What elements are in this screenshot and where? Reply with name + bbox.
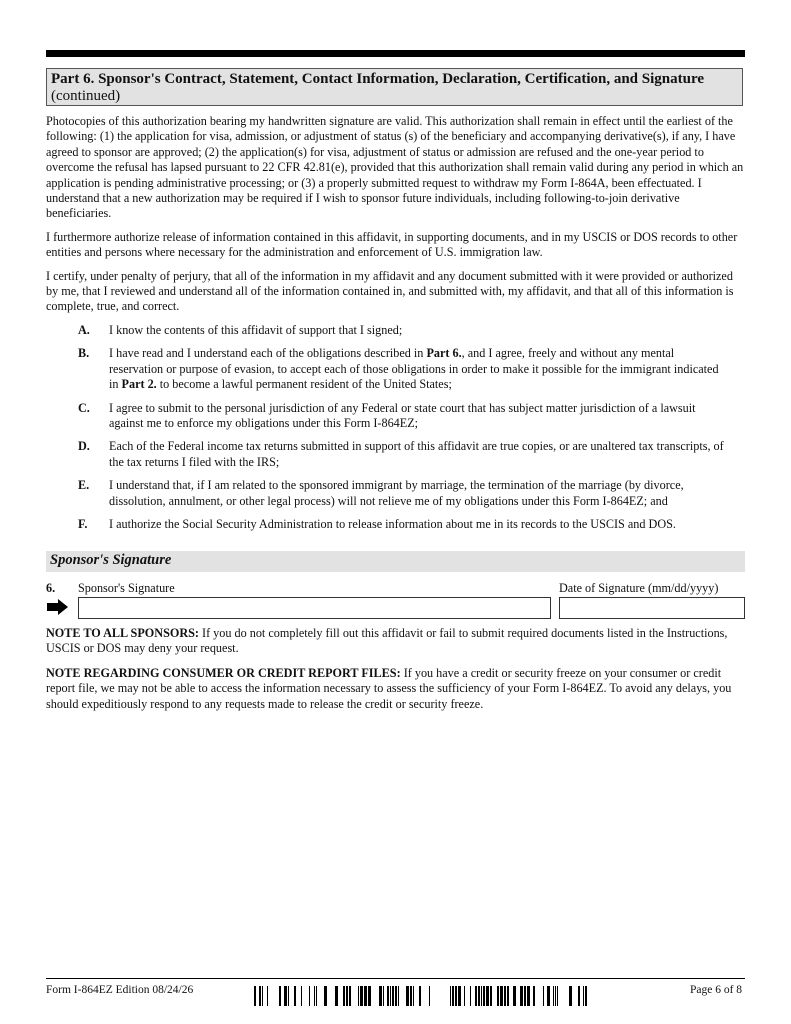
certify-paragraph: I certify, under penalty of perjury, that all of the information in my affidavit and any document submitted with it were provided or authorized by me, that I reviewed and understand all of the information contained in, and submitted with, my affidavit, and that all of this information is complete, true, and correct.: [46, 268, 734, 314]
list-item: [46, 323, 745, 338]
part-6-title: Part 6. Sponsor's Contract, Statement, Contact Information, Declaration, Certification, and Signature: [51, 71, 704, 87]
footer-rule: [46, 978, 745, 979]
item-b-text-1: I have read and I understand each of the obligations described in: [109, 346, 427, 361]
list-item: [46, 517, 745, 532]
note-to-sponsors: [46, 626, 745, 657]
item-text: I authorize the Social Security Administration to release information about me in its records to the USCIS and DOS.: [109, 516, 676, 531]
list-item: [46, 478, 745, 509]
certification-list: [46, 323, 745, 532]
item-letter: E.: [78, 478, 90, 493]
arrow-right-icon: [47, 599, 69, 615]
declaration-body: [46, 114, 745, 540]
item-b-text-2: , and I agree, freely and without any mental reservation or purpose of evasion, to accept each of those obligations in order to make it possible for the immigrant indicated in: [109, 346, 719, 392]
note-credit-report: [46, 666, 745, 712]
signature-section-header: [46, 551, 745, 572]
page-number: Page 6 of 8: [690, 984, 743, 996]
part-6-header: [46, 68, 743, 106]
top-rule: [46, 50, 745, 57]
list-item: [46, 439, 745, 470]
item-text: I agree to submit to the personal jurisdiction of any Federal or state court that has subject matter jurisdiction of a lawsuit against me to enforce my obligations under this Form I-864EZ;: [109, 400, 696, 430]
release-paragraph: I furthermore authorize release of information contained in this affidavit, in supporting documents, and in my USCIS or DOS records to other entities and persons where necessary for the administration and enforcement of U.S. immigration law.: [46, 229, 738, 260]
date-of-signature-label: Date of Signature (mm/dd/yyyy): [559, 581, 719, 595]
item-text: Each of the Federal income tax returns submitted in support of this affidavit are true copies, or are unaltered tax transcripts, of the tax returns I filed with the IRS;: [109, 439, 724, 469]
signature-section-title: Sponsor's Signature: [50, 552, 172, 568]
authorization-paragraph: Photocopies of this authorization bearing my handwritten signature are valid. This authorization shall remain in effect until the earliest of the following: (1) the application for visa, admission, or adjustment of status (s) of the beneficiary and accompanying derivative(s), if any, I have agreed to sponsor are approved; (2) the application(s) for visa, adjustment of status or admission are refused and the one-year period to overcome the refusal has lapsed pursuant to 22 CFR 42.81(e), provided that this authorization shall remain valid during any period in which an application is pending administrative processing; or (3) a properly submitted request to withdraw my Form I-864A, been effectuated. I understand that a new authorization may be required if I wish to sponsor future individuals, including following-to-join derivative beneficiaries.: [46, 114, 744, 221]
sponsor-signature-field[interactable]: [78, 597, 551, 619]
item-letter: F.: [78, 516, 88, 531]
item-letter: C.: [78, 400, 90, 415]
form-edition: Form I-864EZ Edition 08/24/26: [46, 984, 194, 996]
note-1-text: If you do not completely fill out this affidavit or fail to submit required documents listed in the Instructions, USCIS or DOS may deny your request.: [46, 626, 728, 656]
list-item: [46, 346, 745, 392]
item-text: I understand that, if I am related to the sponsored immigrant by marriage, the termination of the marriage (by divorce, dissolution, annulment, or other legal process) will not relieve me of my obligations under this Form I-864EZ; and: [109, 478, 684, 508]
note-2-text: If you have a credit or security freeze on your consumer or credit report file, we may not be able to access the information necessary to assess the sufficiency of your Form I-864EZ. To avoid any delays, you should expeditiously respond to any requests made to release the credit or security freeze.: [46, 665, 732, 711]
signature-row: [46, 580, 745, 622]
date-of-signature-field[interactable]: [559, 597, 745, 619]
sponsor-signature-label: Sponsor's Signature: [78, 581, 175, 595]
notes-section: [46, 626, 745, 721]
item-b-text-3: to become a lawful permanent resident of the United States;: [156, 377, 452, 392]
item-b-bold-2: Part 2.: [121, 377, 157, 392]
item-letter: A.: [78, 322, 90, 337]
item-text: I know the contents of this affidavit of support that I signed;: [109, 322, 403, 337]
item-b-bold-1: Part 6.: [426, 346, 462, 361]
barcode: [254, 986, 594, 1006]
note-2-heading: NOTE REGARDING CONSUMER OR CREDIT REPORT FILES:: [46, 665, 401, 680]
item-letter: B.: [78, 346, 90, 361]
item-text: [109, 346, 745, 392]
part-6-continued: (continued): [51, 88, 121, 104]
item-letter: D.: [78, 439, 90, 454]
list-item: [46, 401, 745, 432]
item-number: 6.: [46, 581, 56, 595]
note-1-heading: NOTE TO ALL SPONSORS:: [46, 626, 199, 640]
